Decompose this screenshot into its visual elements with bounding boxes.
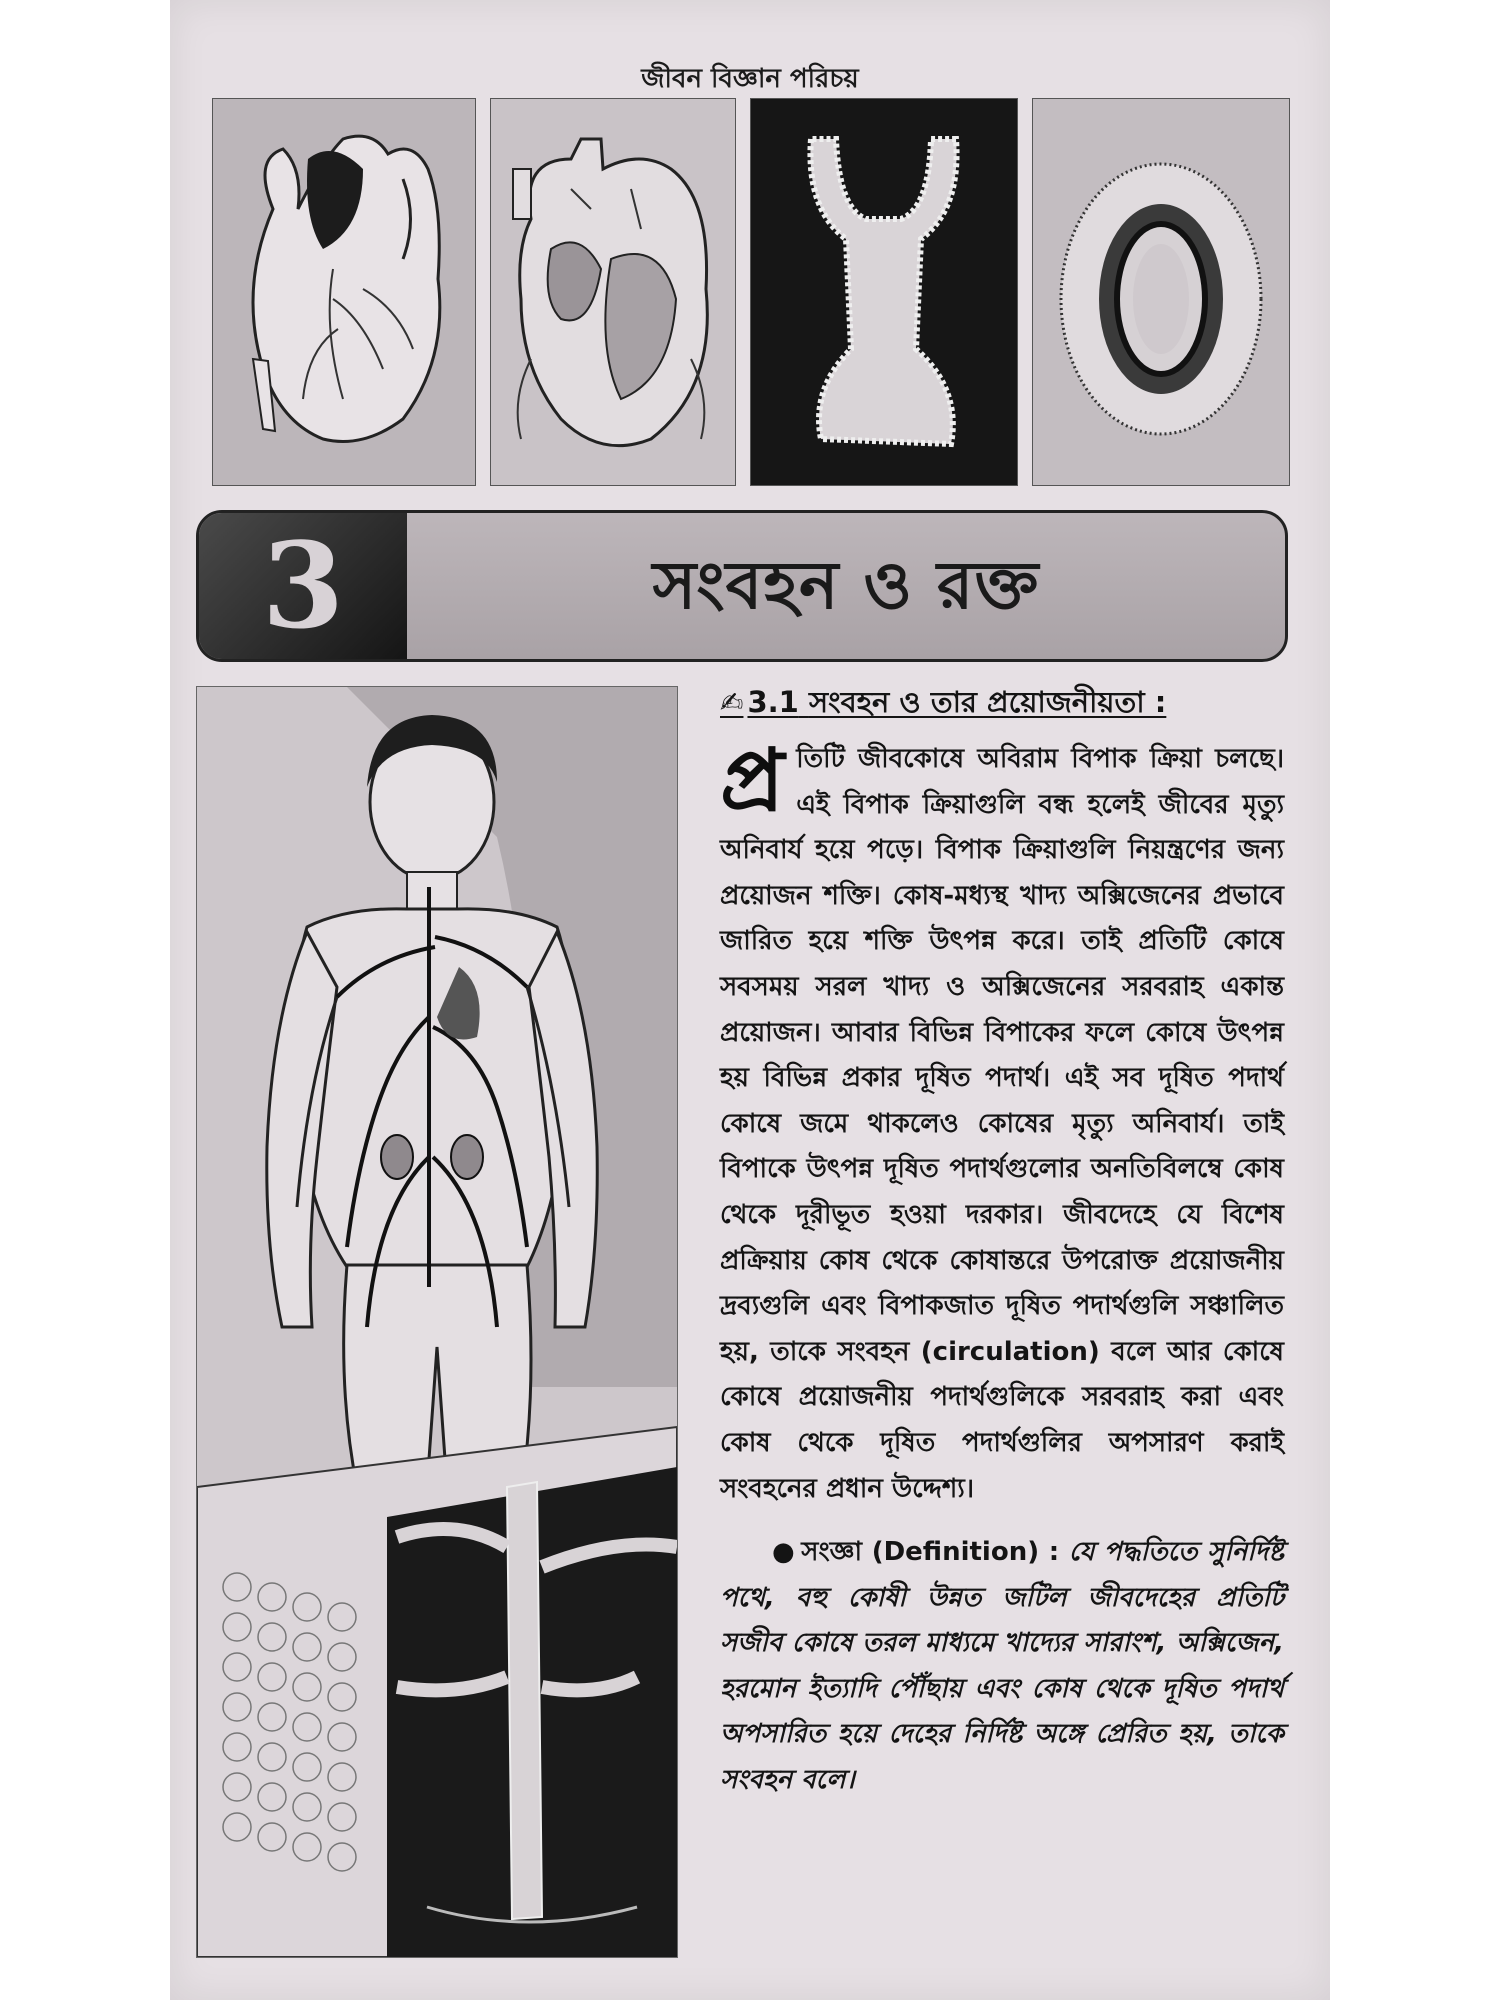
section-number: 3.1	[747, 685, 799, 719]
pen-icon: ✍	[720, 686, 744, 719]
definition-text: যে পদ্ধতিতে সুনির্দিষ্ট পথে, বহু কোষী উন্নত জটিল জীবদেহের প্রতিটি সজীব কোষে তরল মাধ্যমে খাদ্যের সারাংশ, অক্সিজেন, হরমোন ইত্যাদি পৌঁছায় এবং কোষ থেকে দূষিত পদার্থ অপসারিত হয়ে দেহের নির্দিষ্ট অঙ্গে প্রেরিত হয়, তাকে সংবহন বলে।	[720, 1537, 1284, 1796]
section-heading	[720, 676, 1284, 729]
bullet-icon: ●	[772, 1537, 796, 1568]
textbook-page	[170, 0, 1330, 2000]
heart-section-image	[490, 98, 736, 486]
circulatory-system-illustration	[196, 686, 678, 1958]
chapter-number: 3	[261, 516, 345, 655]
drop-cap: প্র	[720, 731, 785, 831]
heart-external-image	[212, 98, 476, 486]
text-column	[720, 676, 1284, 1804]
definition-label: সংজ্ঞা (Definition) :	[801, 1537, 1060, 1568]
running-head: জীবন বিজ্ঞান পরিচয়	[641, 64, 859, 94]
definition-paragraph	[720, 1530, 1284, 1804]
section-title: সংবহন ও তার প্রয়োজনীয়তা :	[808, 685, 1167, 719]
capillary-image	[750, 98, 1018, 486]
body-text: তিটি জীবকোষে অবিরাম বিপাক ক্রিয়া চলছে। এই বিপাক ক্রিয়াগুলি বন্ধ হলেই জীবের মৃত্যু অনিবার্য হয়ে পড়ে। বিপাক ক্রিয়াগুলি নিয়ন্ত্রণের জন্য প্রয়োজন শক্তি। কোষ-মধ্যস্থ খাদ্য অক্সিজেনের প্রভাবে জারিত হয়ে শক্তি উৎপন্ন করে। তাই প্রতিটি কোষে সবসময় সরল খাদ্য ও অক্সিজেনের সরবরাহ একান্ত প্রয়োজন। আবার বিভিন্ন বিপাকের ফলে কোষে উৎপন্ন হয় বিভিন্ন প্রকার দূষিত পদার্থ। এই সব দূষিত পদার্থ কোষে জমে থাকলেও কোষের মৃত্যু অনিবার্য। তাই বিপাকে উৎপন্ন দূষিত পদার্থগুলোর অনতিবিলম্বে কোষ থেকে দূরীভূত হওয়া দরকার। জীবদেহে যে বিশেষ প্রক্রিয়ায় কোষ থেকে কোষান্তরে উপরোক্ত প্রয়োজনীয় দ্রব্যগুলি এবং বিপাকজাত দূষিত পদার্থগুলি সঞ্চালিত হয়, তাকে সংবহন (circulation) বলে আর কোষে কোষে প্রয়োজনীয় পদার্থগুলিকে সরবরাহ করা এবং কোষ থেকে দূষিত পদার্থগুলির অপসারণ করাই সংবহনের প্রধান উদ্দেশ্য।	[720, 744, 1284, 1504]
chapter-title: সংবহন ও রক্ত	[652, 547, 1040, 624]
artery-cross-section-image	[1032, 98, 1290, 486]
body-paragraph	[720, 731, 1284, 1512]
chapter-banner	[196, 510, 1288, 662]
